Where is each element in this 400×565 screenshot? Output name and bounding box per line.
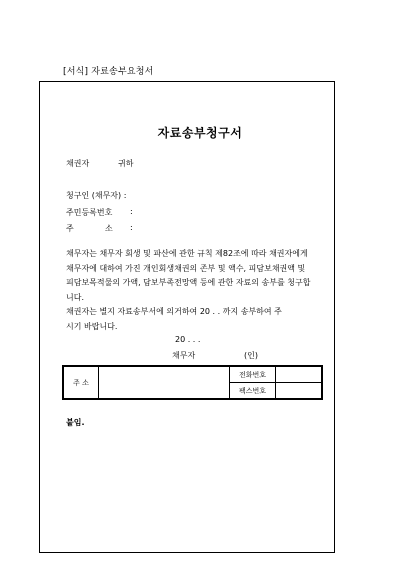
recipient-suffix: 귀하 — [118, 159, 134, 168]
requester-label: 청구인 (채무자) : — [66, 191, 127, 200]
id-number-colon: : — [130, 207, 133, 216]
date-line: 20 . . . — [175, 335, 201, 344]
form-caption: [서식] 자료송부요청서 — [63, 67, 154, 77]
address-colon: : — [130, 223, 133, 232]
document-title: 자료송부청구서 — [157, 126, 243, 140]
signature-label: 채무자 — [172, 351, 196, 360]
body-line: 채권자는 별지 자료송부서에 의거하여 20 . . 까지 송부하여 주 — [66, 307, 282, 316]
body-line: 시기 바랍니다. — [66, 321, 118, 331]
recipient-label: 채권자 — [66, 159, 90, 168]
address-value-cell[interactable] — [99, 366, 230, 399]
phone-header-cell: 전화번호 — [230, 366, 276, 383]
body-line: 채무자에 대하여 가진 개인회생채권의 존부 및 액수, 피담보채권액 및 — [66, 263, 306, 273]
signature-seal: (인) — [244, 351, 258, 360]
address-label-second: 소 — [105, 224, 113, 233]
body-line: 채무자는 채무자 회생 및 파산에 관한 규칙 제82조에 따라 채권자에게 — [66, 249, 308, 258]
id-number-label: 주민등록번호 — [66, 208, 113, 217]
body-line: 니다. — [66, 292, 84, 302]
body-line: 피담보목적물의 가액, 담보부족전망액 등에 관한 자료의 송부를 청구합 — [66, 278, 311, 287]
fax-header-cell: 팩스번호 — [230, 383, 276, 400]
address-header-cell: 주 소 — [63, 366, 99, 399]
contact-table — [62, 365, 323, 400]
fax-value-cell[interactable] — [276, 383, 323, 400]
request-body — [66, 247, 334, 334]
address-label-first: 주 — [66, 224, 74, 233]
attachment-label: 붙임. — [66, 418, 85, 427]
phone-value-cell[interactable] — [276, 366, 323, 383]
